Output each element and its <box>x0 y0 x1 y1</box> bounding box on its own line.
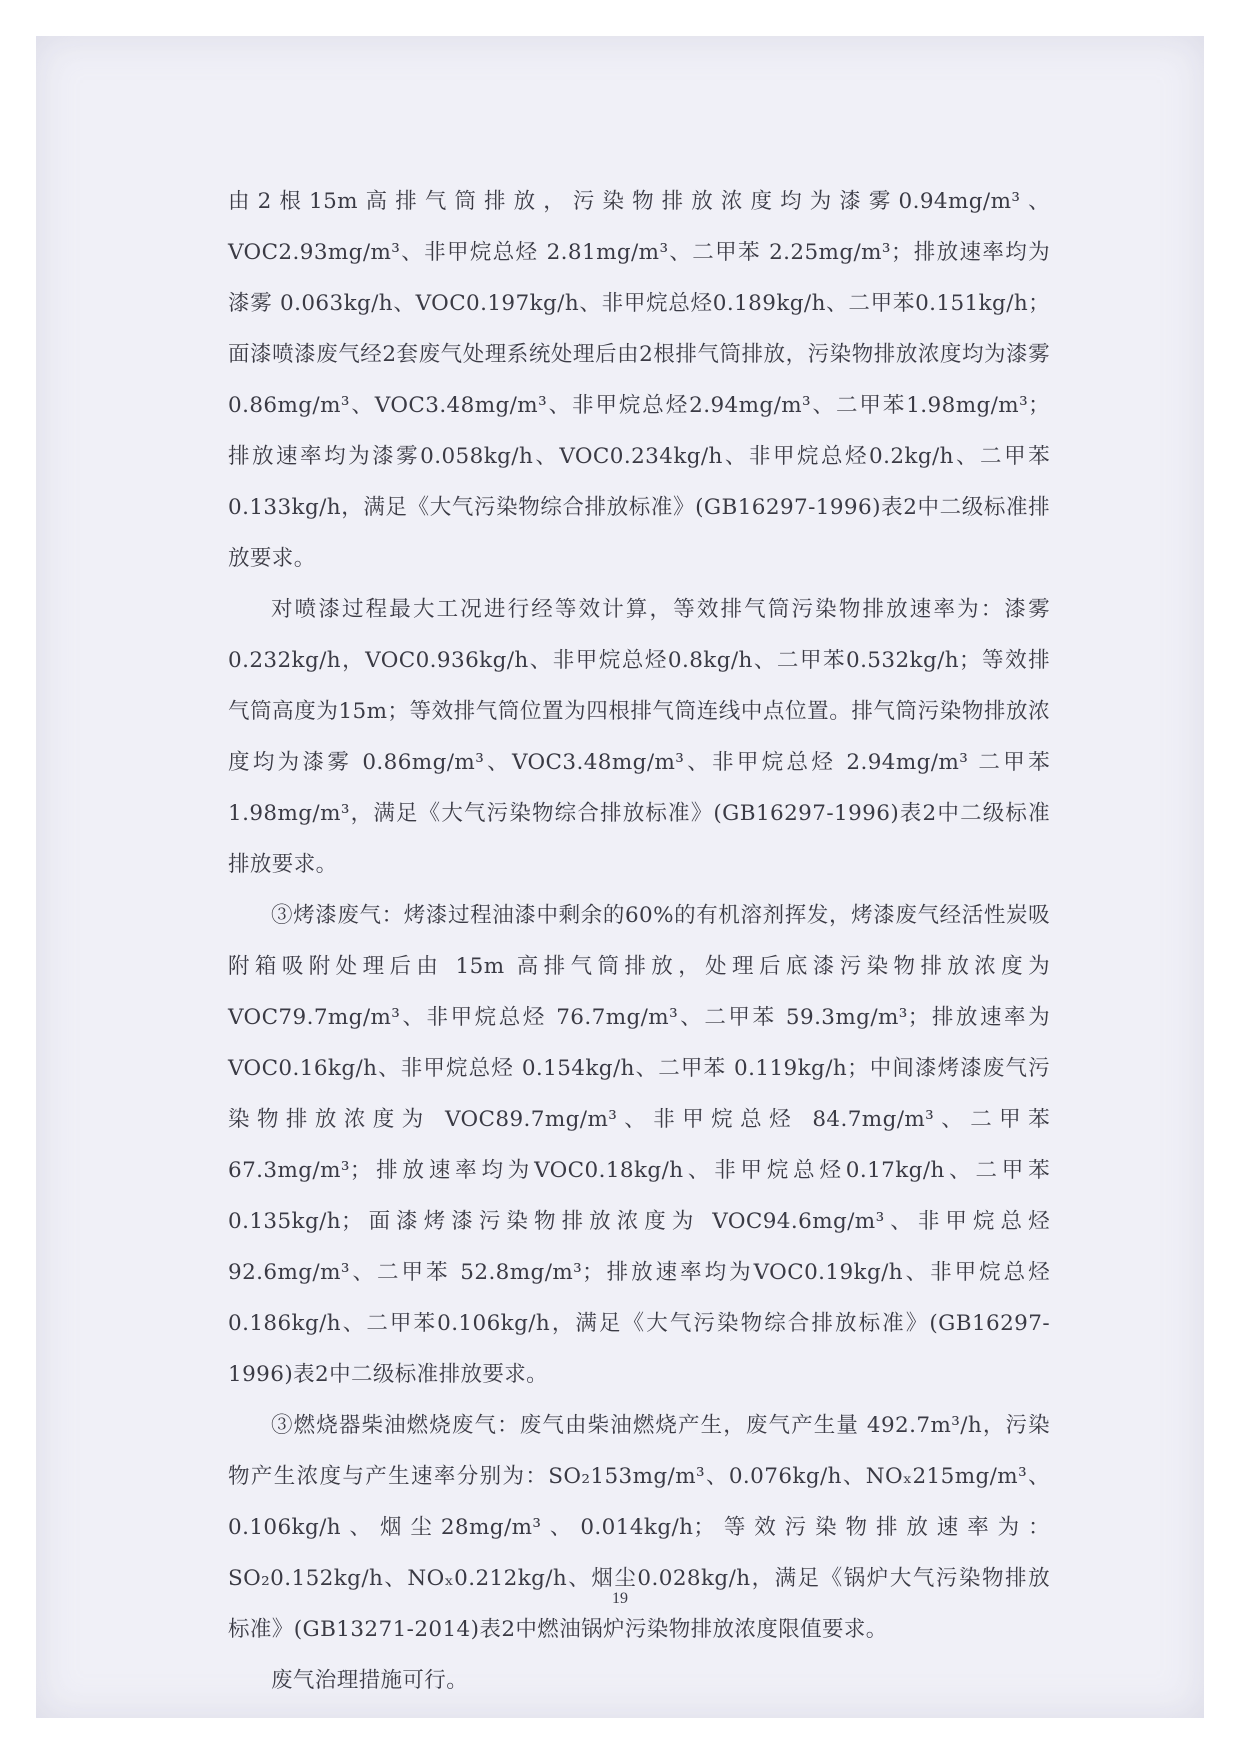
paragraph-burner-exhaust: ③燃烧器柴油燃烧废气：废气由柴油燃烧产生，废气产生量 492.7m³/h，污染物产生浓度与产生速率分别为：SO₂153mg/m³、0.076kg/h、NOₓ215mg/m³、0.106kg/h、烟尘28mg/m³、0.014kg/h；等效污染物排放速率为：SO₂0.152kg/h、NOₓ0.212kg/h、烟尘0.028kg/h，满足《锅炉大气污染物排放标准》(GB13271-2014)表2中燃油锅炉污染物排放浓度限值要求。 <box>228 1413 1050 1642</box>
paragraph-baking-exhaust: ③烤漆废气：烤漆过程油漆中剩余的60%的有机溶剂挥发，烤漆废气经活性炭吸附箱吸附处理后由 15m 高排气筒排放，处理后底漆污染物排放浓度为VOC79.7mg/m³、非甲烷总烃 76.7mg/m³、二甲苯 59.3mg/m³；排放速率为VOC0.16kg/h、非甲烷总烃 0.154kg/h、二甲苯 0.119kg/h；中间漆烤漆废气污染物排放浓度为 VOC89.7mg/m³、非甲烷总烃 84.7mg/m³、二甲苯 67.3mg/m³；排放速率均为VOC0.18kg/h、非甲烷总烃0.17kg/h、二甲苯0.135kg/h；面漆烤漆污染物排放浓度为 VOC94.6mg/m³、非甲烷总烃 92.6mg/m³、二甲苯 52.8mg/m³；排放速率均为VOC0.19kg/h、非甲烷总烃0.186kg/h、二甲苯0.106kg/h，满足《大气污染物综合排放标准》(GB16297-1996)表2中二级标准排放要求。 <box>228 903 1050 1387</box>
paragraph-equivalent-calc: 对喷漆过程最大工况进行经等效计算，等效排气筒污染物排放速率为：漆雾0.232kg/h，VOC0.936kg/h、非甲烷总烃0.8kg/h、二甲苯0.532kg/h；等效排气筒高度为15m；等效排气筒位置为四根排气筒连线中点位置。排气筒污染物排放浓度均为漆雾 0.86mg/m³、VOC3.48mg/m³、非甲烷总烃 2.94mg/m³ 二甲苯1.98mg/m³，满足《大气污染物综合排放标准》(GB16297-1996)表2中二级标准排放要求。 <box>228 597 1050 877</box>
paragraph-continued: 由2根15m高排气筒排放，污染物排放浓度均为漆雾0.94mg/m³、VOC2.93mg/m³、非甲烷总烃 2.81mg/m³、二甲苯 2.25mg/m³；排放速率均为漆雾 0.063kg/h、VOC0.197kg/h、非甲烷总烃0.189kg/h、二甲苯0.151kg/h；面漆喷漆废气经2套废气处理系统处理后由2根排气筒排放，污染物排放浓度均为漆雾0.86mg/m³、VOC3.48mg/m³、非甲烷总烃2.94mg/m³、二甲苯1.98mg/m³；排放速率均为漆雾0.058kg/h、VOC0.234kg/h、非甲烷总烃0.2kg/h、二甲苯0.133kg/h，满足《大气污染物综合排放标准》(GB16297-1996)表2中二级标准排放要求。 <box>228 189 1050 571</box>
page-number: 19 <box>612 1590 628 1607</box>
document-body <box>228 176 1050 1706</box>
paragraph-conclusion: 废气治理措施可行。 <box>271 1668 469 1693</box>
